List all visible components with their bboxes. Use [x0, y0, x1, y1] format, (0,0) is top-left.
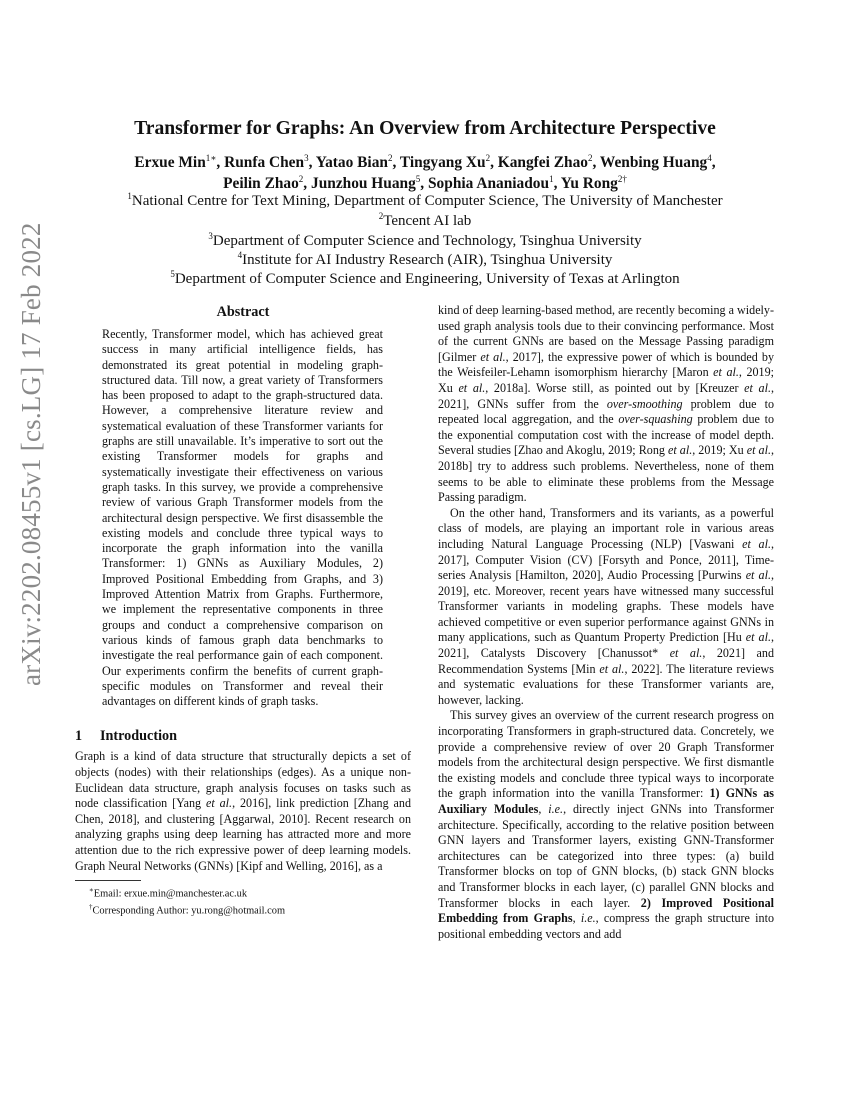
footnote-corresponding-author: †Corresponding Author: yu.rong@hotmail.com: [89, 902, 286, 917]
right-column: [438, 303, 774, 942]
arxiv-stamp: [8, 222, 68, 686]
footnote-rule: [75, 880, 141, 881]
body-paragraph: This survey gives an overview of the current research progress on incorporating Transformers in graph-structured data. Concretely, we provide a comprehensive review of over 20 Graph Transformer models from the architectural design perspective. We first dismantle the existing models and conclude three typical ways to incorporate the graph information into the vanilla Transformer: 1) GNNs as Auxiliary Modules, i.e., directly inject GNNs into Transformer architecture. Specifically, according to the relative position between GNN layers and Transformer layers, existing GNN-Transformer architectures can be categorized into three types: (a) build Transformer blocks on top of GNN blocks, (b) stack GNN blocks and Transformer blocks in each layer, (c) parallel GNN blocks and Transformer blocks in each layer. 2) Improved Positional Embedding from Graphs, i.e., compress the graph structure into positional embedding vectors and add: [438, 708, 775, 941]
abstract-heading: Abstract: [216, 304, 270, 320]
affiliation: $^1$National Centre for Text Mining, Department of Computer Science, The University of Manchester: [127, 191, 723, 209]
introduction-paragraph: Graph is a kind of data structure that structurally depicts a set of objects (nodes) with their relationships (edges). As a unique non-Euclidean data structure, graph analysis focuses on tasks such as node classification [Yang et al., 2016], link prediction [Zhang and Chen, 2018], and clustering [Aggarwal, 2010]. Recent research on analyzing graphs using deep learning has attracted more and more attention due to the rich expressive power of deep learning models. Graph Neural Networks (GNNs) [Kipf and Welling, 2016], as a: [75, 749, 412, 873]
author: Runfa Chen$^3$: [224, 153, 309, 171]
author: Kangfei Zhao$^2$: [497, 153, 593, 171]
author: Erxue Min$^{1∗}$: [134, 153, 217, 171]
arxiv-identifier: arXiv:2202.08455v1 [cs.LG] 17 Feb 2022: [16, 222, 46, 686]
body-paragraph: kind of deep learning-based method, are recently becoming a widely-used graph analysis tools due to their convincing performance. Most of the current GNNs are based on the Message Passing paradigm [Gilmer et al., 2017], the expressive power of which is bounded by the Weisfeiler-Lehamn isomorphism hierarchy [Maron et al., 2019; Xu et al., 2018a]. Worse still, as pointed out by [Kreuzer et al., 2021], GNNs suffer from the over-smoothing problem due to repeated local aggregation, and the over-squashing problem due to the exponential computation cost with the increase of model depth. Several studies [Zhao and Akoglu, 2019; Rong et al., 2019; Xu et al., 2018b] try to address such problems. Nevertheless, none of them seems to be able to eliminate these problems from the Message Passing paradigm.: [438, 303, 774, 505]
affiliation: $^2$Tencent AI lab: [378, 211, 472, 229]
author: Wenbing Huang$^4$: [599, 153, 712, 171]
section-number: 1: [75, 728, 83, 745]
affiliation: $^5$Department of Computer Science and Engineering, University of Texas at Arlington: [170, 269, 680, 287]
section-heading-introduction: [75, 728, 411, 745]
affiliation: $^3$Department of Computer Science and Technology, Tsinghua University: [208, 231, 642, 249]
affiliation: $^4$Institute for AI Industry Research (AIR), Tsinghua University: [237, 250, 613, 268]
section-title: Introduction: [100, 728, 177, 745]
abstract-text: Recently, Transformer model, which has achieved great success in many artificial intelligence fields, has demonstrated its great potential in modeling graph-structured data. Till now, a great variety of Transformers has been proposed to adapt to the graph-structured data. However, a comprehensive literature review and systematical evaluation of these Transformer variants for graphs are still unavailable. It’s imperative to sort out the existing Transformer models for graphs and systematically investigate their effectiveness on various graph tasks. In this survey, we provide a comprehensive review of various Graph Transformer models from the architectural design perspective. We first disassemble the existing models and conclude three typical ways to incorporate the graph information into the vanilla Transformer: 1) GNNs as Auxiliary Modules, 2) Improved Positional Embedding from Graphs, and 3) Improved Attention Matrix from Graphs. Furthermore, we implement the representative components in three groups and conduct a comprehensive comparison on various kinds of famous graph data benchmarks to investigate the real performance gain of each component. Our experiments confirm the benefits of current graph-specific modules on Transformer and reveal their advantages on different kinds of graph tasks.: [102, 327, 383, 709]
author: Junzhou Huang$^5$: [311, 174, 421, 192]
author: Tingyang Xu$^2$: [399, 153, 491, 171]
author: Yatao Bian$^2$: [315, 153, 393, 171]
author: Yu Rong$^{2\dagger}$: [560, 174, 627, 192]
author: Peilin Zhao$^2$: [223, 174, 304, 192]
author: Sophia Ananiadou$^1$: [428, 174, 554, 192]
author-list: Erxue Min$^{1∗}$, Runfa Chen$^3$, Yatao Bian$^2$, Tingyang Xu$^2$, Kangfei Zhao$^2$, Wenbing Huang$^4$, Peilin Zhao$^2$, Junzhou Huang$^5$, Sophia Ananiadou$^1$, Yu Rong$^{2\dagger}$: [134, 153, 716, 192]
footnote-email: ∗Email: erxue.min@manchester.ac.uk: [89, 886, 248, 900]
body-paragraph: On the other hand, Transformers and its variants, as a powerful class of models, are playing an important role in various areas including Natural Language Processing (NLP) [Vaswani et al., 2017], Computer Vision (CV) [Forsyth and Ponce, 2011], Time-series Analysis [Hamilton, 2020], Audio Processing [Purwins et al., 2019], etc. Moreover, recent years have witnessed many successful Transformer variants in modeling graphs. These models have achieved competitive or even superior performance against GNNs in many applications, such as Quantum Property Prediction [Hu et al., 2021], Catalysts Discovery [Chanussot* et al., 2021] and Recommendation Systems [Min et al., 2022]. The literature reviews and systematic evaluations for these Transformer variants are, however, lacking.: [438, 505, 774, 707]
paper-title: Transformer for Graphs: An Overview from Architecture Perspective: [134, 118, 716, 139]
left-column: [75, 303, 411, 917]
